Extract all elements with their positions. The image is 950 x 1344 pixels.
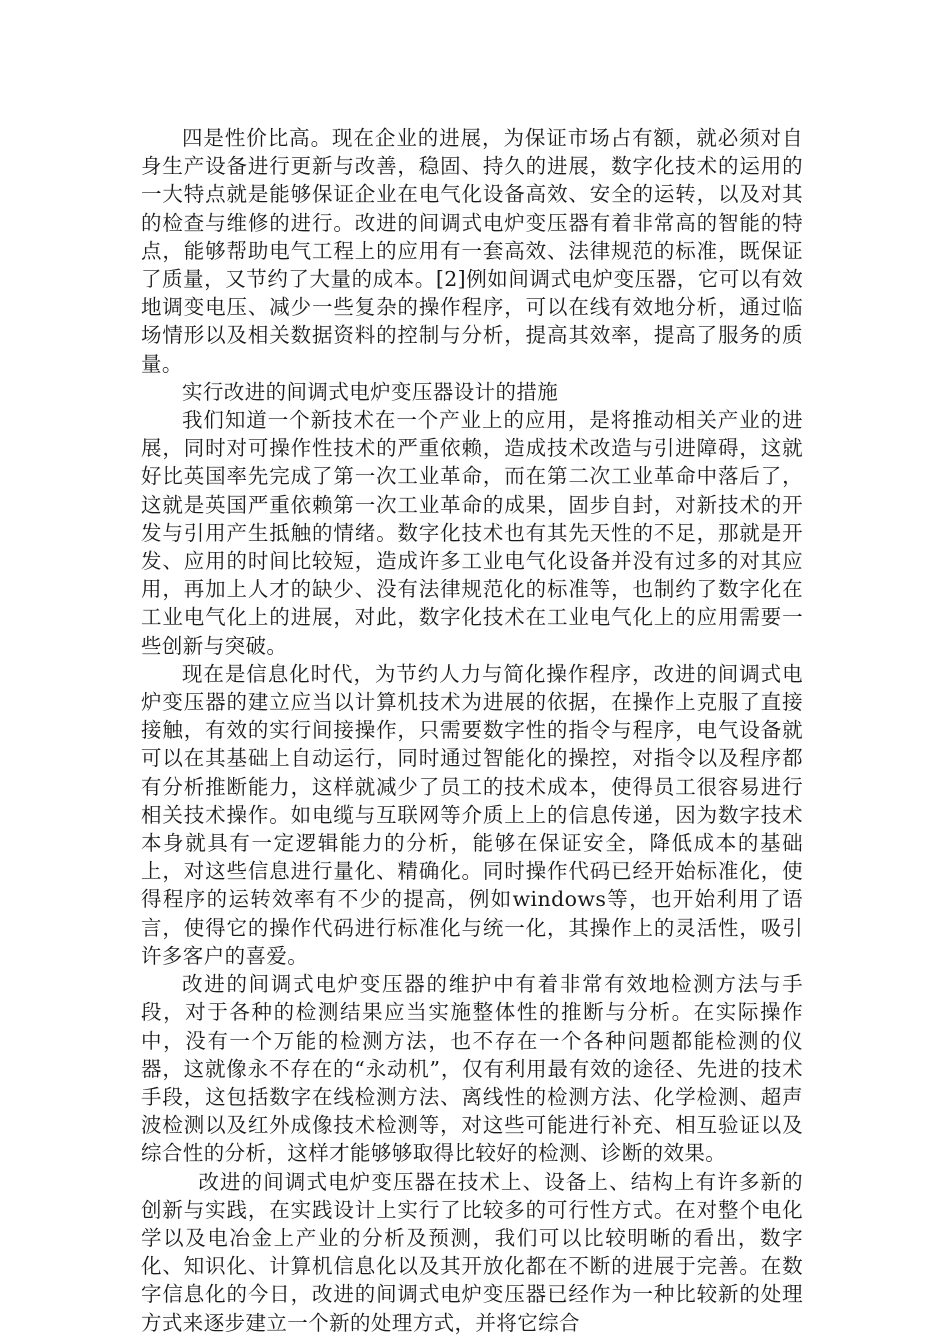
paragraph-maintenance-detection: 改进的间调式电炉变压器的维护中有着非常有效地检测方法与手段，对于各种的检测结果应当实施整体性的推断与分析。在实际操作中，没有一个万能的检测方法，也不存在一个各种问题都能检测的仪器，这就像永不存在的“永动机”，仅有利用最有效的途径、先进的技术手段，这包括数字在线检测方法、离线性的检测方法、化学检测、超声波检测以及红外成像技术检测等，对这些可能进行补充、相互验证以及综合性的分析，这样才能够够取得比较好的检测、诊断的效果。 [141,972,803,1166]
document-body [141,124,803,1337]
paragraph-innovation-practice: 改进的间调式电炉变压器在技术上、设备上、结构上有许多新的创新与实践，在实践设计上实行了比较多的可行性方式。在对整个电化学以及电冶金上产业的分析及预测，我们可以比较明晰的看出，数字化、知识化、计算机信息化以及其开放化都在不断的进展于完善。在数字信息化的今日，改进的间调式电炉变压器已经作为一种比较新的处理方式来逐步建立一个新的处理方式，并将它综合 [141,1169,803,1335]
paragraph-new-technology: 我们知道一个新技术在一个产业上的应用，是将推动相关产业的进展，同时对可操作性技术的严重依赖，造成技术改造与引进障碍，这就好比英国率先完成了第一次工业革命，而在第二次工业革命中落后了，这就是英国严重依赖第一次工业革命的成果，固步自封，对新技术的开发与引用产生抵触的情绪。数字化技术也有其先天性的不足，那就是开发、应用的时间比较短，造成许多工业电气化设备并没有过多的对其应用，再加上人才的缺少、没有法律规范化的标准等，也制约了数字化在工业电气化上的进展，对此，数字化技术在工业电气化上的应用需要一些创新与突破。 [141,408,803,658]
section-heading-measures: 实行改进的间调式电炉变压器设计的措施 [182,379,559,404]
paragraph-cost-performance: 四是性价比高。现在企业的进展，为保证市场占有额，就必须对自身生产设备进行更新与改善，稳固、持久的进展，数字化技术的运用的一大特点就是能够保证企业在电气化设备高效、安全的运转，以及对其的检查与维修的进行。改进的间调式电炉变压器有着非常高的智能的特点，能够帮助电气工程上的应用有一套高效、法律规范的标准，既保证了质量，又节约了大量的成本。[2]例如间调式电炉变压器，它可以有效地调变电压、减少一些复杂的操作程序，可以在线有效地分析，通过临场情形以及相关数据资料的控制与分析，提高其效率，提高了服务的质量。 [141,126,803,376]
paragraph-information-age: 现在是信息化时代，为节约人力与简化操作程序，改进的间调式电炉变压器的建立应当以计算机技术为进展的依据，在操作上克服了直接接触，有效的实行间接操作，只需要数字性的指令与程序，电气设备就可以在其基础上自动运行，同时通过智能化的操控，对指令以及程序都有分析推断能力，这样就减少了员工的技术成本，使得员工很容易进行相关技术操作。如电缆与互联网等介质上上的信息传递，因为数字技术本身就具有一定逻辑能力的分析，能够在保证安全，降低成本的基础上，对这些信息进行量化、精确化。同时操作代码已经开始标准化，使得程序的运转效率有不少的提高，例如windows等，也开始利用了语言，使得它的操作代码进行标准化与统一化，其操作上的灵活性，吸引许多客户的喜爱。 [141,661,803,968]
